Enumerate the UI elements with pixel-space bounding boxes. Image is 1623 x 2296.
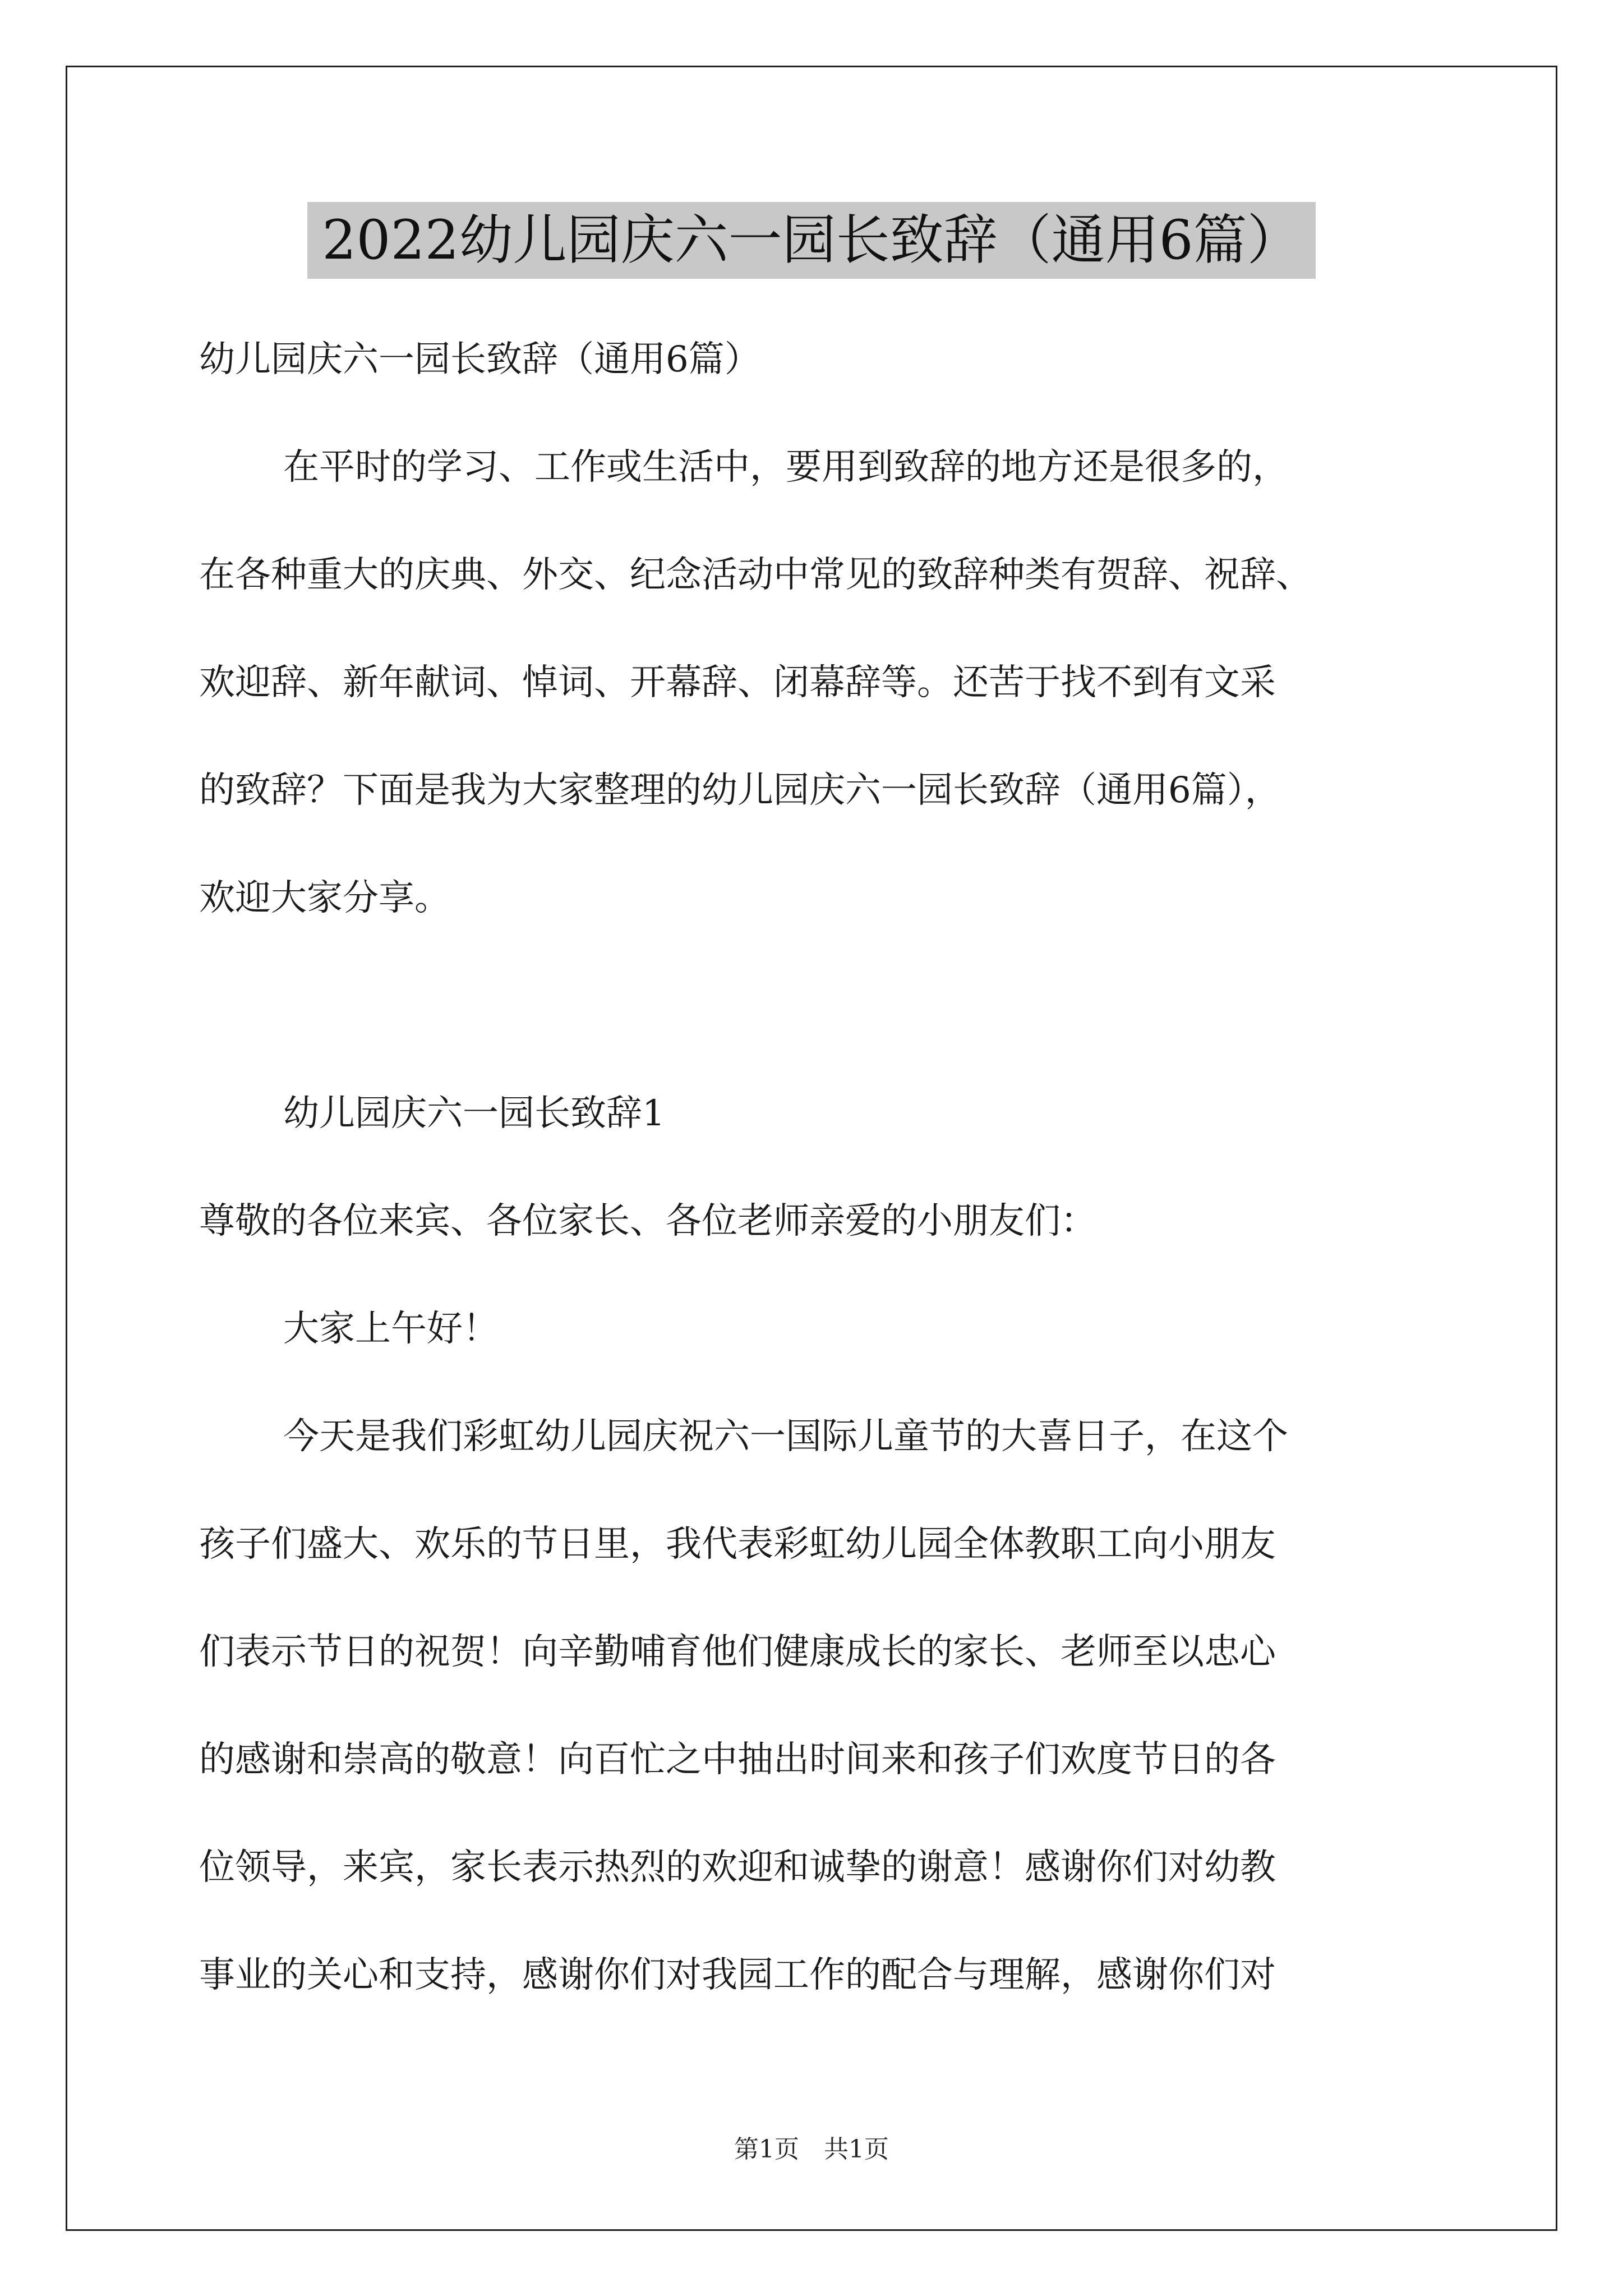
document-body xyxy=(199,306,1461,2029)
section-heading: 幼儿园庆六一园长致辞1 xyxy=(283,1093,665,1134)
salutation-line: 尊敬的各位来宾、各位家长、各位老师亲爱的小朋友们： xyxy=(199,1200,1096,1242)
body-line-6: 事业的关心和支持，感谢你们对我园工作的配合与理解，感谢你们对 xyxy=(199,1954,1276,1996)
greeting-line: 大家上午好！ xyxy=(283,1308,499,1350)
body-line-2: 孩子们盛大、欢乐的节日里，我代表彩虹幼儿园全体教职工向小朋友 xyxy=(199,1524,1276,1565)
body-line-1: 今天是我们彩虹幼儿园庆祝六一国际儿童节的大喜日子，在这个 xyxy=(283,1416,1288,1457)
intro-line-4: 的致辞？下面是我为大家整理的幼儿园庆六一园长致辞（通用6篇）， xyxy=(199,770,1281,811)
body-line-5: 位领导，来宾，家长表示热烈的欢迎和诚挚的谢意！感谢你们对幼教 xyxy=(199,1847,1276,1888)
intro-line-2: 在各种重大的庆典、外交、纪念活动中常见的致辞种类有贺辞、祝辞、 xyxy=(199,554,1312,596)
body-line-4: 的感谢和崇高的敬意！向百忙之中抽出时间来和孩子们欢度节日的各 xyxy=(199,1739,1276,1780)
intro-line-5: 欢迎大家分享。 xyxy=(199,877,450,919)
spacer xyxy=(199,952,1461,1060)
subtitle-line: 幼儿园庆六一园长致辞（通用6篇） xyxy=(199,339,760,380)
document-title: 2022幼儿园庆六一园长致辞（通用6篇） xyxy=(307,202,1315,279)
body-line-3: 们表示节日的祝贺！向辛勤哺育他们健康成长的家长、老师至以忠心 xyxy=(199,1631,1276,1673)
intro-line-3: 欢迎辞、新年献词、悼词、开幕辞、闭幕辞等。还苦于找不到有文采 xyxy=(199,662,1276,703)
page-footer: 第1页 共1页 xyxy=(734,2135,889,2164)
document-title-container xyxy=(0,202,1623,279)
intro-line-1: 在平时的学习、工作或生活中，要用到致辞的地方还是很多的， xyxy=(283,447,1288,488)
